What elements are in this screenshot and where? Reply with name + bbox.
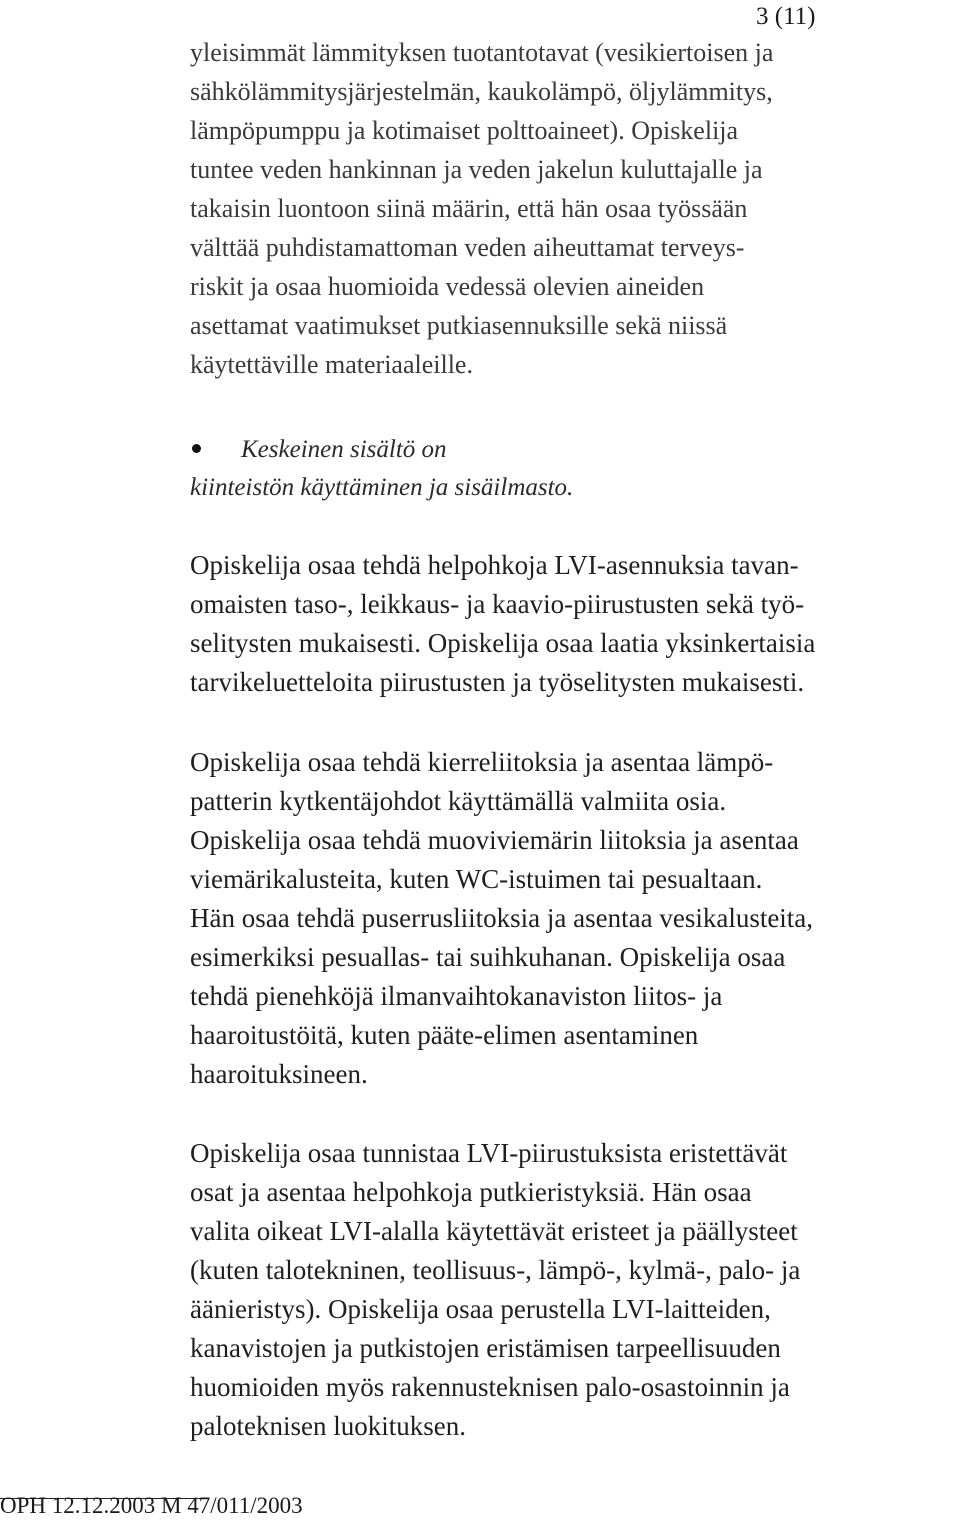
text-line: huomioiden myös rakennusteknisen palo-osastoinnin ja: [190, 1372, 790, 1402]
text-line: selitysten mukaisesti. Opiskelija osaa laatia yksinkertaisia: [190, 628, 816, 658]
text-line: Opiskelija osaa tunnistaa LVI-piirustuksista eristettävät: [190, 1138, 788, 1168]
text-line: takaisin luontoon siinä määrin, että hän osaa työssään: [190, 194, 748, 223]
text-line: käytettäville materiaaleille.: [190, 350, 473, 379]
paragraph-insulation: [190, 1134, 800, 1446]
text-line: patterin kytkentäjohdot käyttämällä valmiita osia.: [190, 786, 727, 816]
intro-paragraph: [190, 33, 773, 384]
text-line: Opiskelija osaa tehdä helpohkoja LVI-asennuksia tavan-: [190, 550, 799, 580]
text-line: esimerkiksi pesuallas- tai suihkuhanan. Opiskelija osaa: [190, 942, 786, 972]
text-line: sähkölämmitysjärjestelmän, kaukolämpö, öljylämmitys,: [190, 77, 773, 106]
footnote: OPH 12.12.2003 M 47/011/2003: [0, 1493, 303, 1518]
text-line: riskit ja osaa huomioida vedessä olevien aineiden: [190, 272, 705, 301]
bullet-row: [190, 431, 573, 469]
text-line: äänieristys). Opiskelija osaa perustella LVI-laitteiden,: [190, 1294, 771, 1324]
text-line: Opiskelija osaa tehdä muoviviemärin liitoksia ja asentaa: [190, 825, 799, 855]
text-line: viemärikalusteita, kuten WC-istuimen tai pesualtaan.: [190, 864, 763, 894]
bullet-text-line: kiinteistön käyttäminen ja sisäilmasto.: [190, 474, 574, 501]
text-line: asettamat vaatimukset putkiasennuksille sekä niissä: [190, 311, 728, 340]
text-line: lämpöpumppu ja kotimaiset polttoaineet). Opiskelija: [190, 116, 739, 145]
paragraph-installations: [190, 546, 815, 702]
text-line: kanavistojen ja putkistojen eristämisen tarpeellisuuden: [190, 1333, 781, 1363]
text-line: Opiskelija osaa tehdä kierreliitoksia ja asentaa lämpö-: [190, 747, 774, 777]
text-line: valita oikeat LVI-alalla käytettävät eristeet ja päällysteet: [190, 1216, 798, 1246]
text-line: tarvikeluetteloita piirustusten ja työselitysten mukaisesti.: [190, 667, 805, 697]
text-line: haaroituksineen.: [190, 1059, 368, 1089]
bullet-text-line: Keskeinen sisältö on: [241, 436, 447, 463]
bullet-dot-icon: [192, 444, 201, 453]
text-line: paloteknisen luokituksen.: [190, 1411, 466, 1441]
text-line: välttää puhdistamattoman veden aiheuttamat terveys-: [190, 233, 745, 262]
page-number: 3 (11): [756, 3, 816, 30]
text-line: (kuten talotekninen, teollisuus-, lämpö-, kylmä-, palo- ja: [190, 1255, 801, 1285]
paragraph-connections: [190, 743, 813, 1094]
text-line: tehdä pienehköjä ilmanvaihtokanaviston liitos- ja: [190, 981, 723, 1011]
text-line: tuntee veden hankinnan ja veden jakelun kuluttajalle ja: [190, 155, 763, 184]
bullet-item: [190, 431, 573, 507]
text-line: Hän osaa tehdä puserrusliitoksia ja asentaa vesikalusteita,: [190, 903, 814, 933]
text-line: yleisimmät lämmityksen tuotantotavat (vesikiertoisen ja: [190, 38, 774, 67]
text-line: osat ja asentaa helpohkoja putkieristyksiä. Hän osaa: [190, 1177, 752, 1207]
text-line: omaisten taso-, leikkaus- ja kaavio-piirustusten sekä työ-: [190, 589, 805, 619]
text-line: haaroitustöitä, kuten pääte-elimen asentaminen: [190, 1020, 699, 1050]
